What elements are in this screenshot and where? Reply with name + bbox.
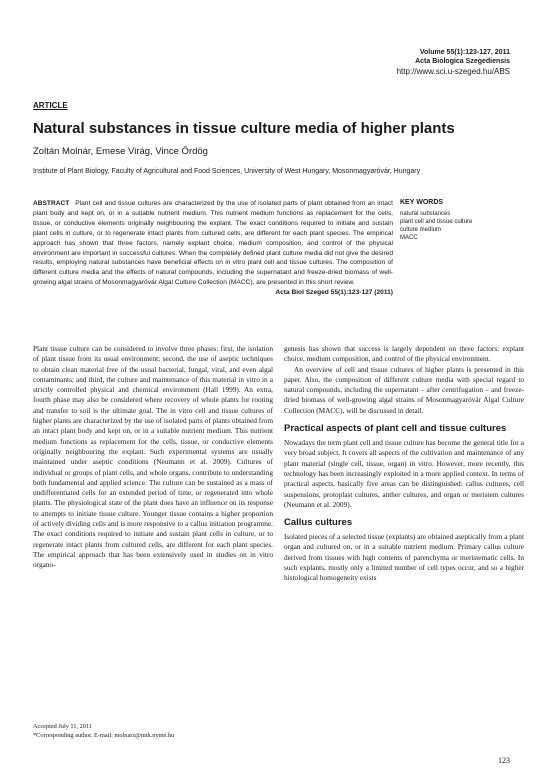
keywords <box>400 199 520 242</box>
body-paragraph: genesis has shown that success is largely dependent on three factors: explant choice, medium composition, and control of the physical environment. <box>284 344 524 364</box>
section-heading-callus-cultures: Callus cultures <box>284 517 353 529</box>
keyword-item: natural substances <box>400 211 451 217</box>
corresponding-author: *Corresponding author. E-mail: molnarz@mtk.nyme.hu <box>33 732 175 739</box>
section-heading-practical-aspects: Practical aspects of plant cell and tissue cultures <box>284 423 507 435</box>
keywords-title: KEY WORDS <box>400 199 444 206</box>
body-paragraph: An overview of cell and tissue cultures of higher plants is presented in this paper. Also, the composition of different culture media with special regard to natural compounds, including the supernatant – after centrifugation – and freeze-dried biomass of well-growing algal strains of Mosonmagyaróvár Algal Culture Collection (MACC), will be discussed in detail. <box>284 364 524 415</box>
affiliation: Institute of Plant Biology, Faculty of Agricultural and Food Sciences, University of West Hungary, Mosonmagyaróvár, Hungary <box>33 168 421 175</box>
footnotes <box>33 722 273 740</box>
abstract-text: Plant cell and tissue cultures are characterized by the use of isolated parts of plant obtained from an intact plant body and kept on, or in a suitable nutrient medium. This nutrient medium functions as replacement for the cells, tissue, or conductive elements originally neighbouring the explant. The exact conditions required to initiate and sustain plant cells in culture, or to regenerate intact plants from cultured cells, are different for each plant species. The empirical approach has shown that three factors, namely explant choice, medium composition, and control of the physical environment are important in successful cultures. When the completely defined plant culture media did not give the desired results, employing natural substances have beneficial effects on in vitro plant cell and tissue cultures. The composition of different culture media and the effects of natural compounds, including the supernatant and freeze-dried biomass of well-growing algal strains of Mosonmagyaróvár Algal Culture Collection (MACC), are presented in this short review. <box>33 200 393 287</box>
left-column <box>33 344 273 571</box>
body-paragraph: Isolated pieces of a selected tissue (explants) are obtained aseptically from a plant organ and cultured on, or in a suitable nutrient medium. Primary callus culture derived from tissues with high contents of parenchyma or meristematic cells. In such explants, mostly only a limited number of cell types occur, and so a higher histological homogeneity exists <box>284 532 524 583</box>
article-label: ARTICLE <box>33 101 68 110</box>
keyword-item: plant cell and tissue culture <box>400 219 473 225</box>
right-column <box>284 344 524 584</box>
volume-info: Volume 55(1):123-127, 2011 <box>419 49 510 56</box>
abstract-citation: Acta Biol Szeged 55(1):123-127 (2011) <box>275 289 393 297</box>
keyword-item: MACC <box>400 235 418 241</box>
journal-url[interactable]: http://www.sci.u-szeged.hu/ABS <box>396 67 510 76</box>
body-paragraph: Nowadays the term plant cell and tissue culture has become the general title for a very broad subject. It covers all aspects of the cultivation and maintenance of any plant material (single cell, tissue, organ) in vitro. However, more recently, this technology has been increasingly exploited in a more applied context. In terms of practical aspects, basically five areas can be distinguished: callus cultures, cell suspensions, protoplast cultures, anther cultures, and organ or meristem cultures (Neumann et al. 2009). <box>284 438 524 509</box>
accepted-date: Accepted July 11, 2011 <box>33 723 92 730</box>
journal-name: Acta Biologica Szegediensis <box>415 58 510 65</box>
authors: Zoltán Molnár, Emese Virág, Vince Ördög <box>33 146 208 157</box>
page-number: 123 <box>498 756 510 765</box>
abstract <box>33 199 393 298</box>
abstract-label: ABSTRACT <box>33 200 70 207</box>
paper-title: Natural substances in tissue culture media of higher plants <box>33 120 455 137</box>
journal-header <box>397 48 510 76</box>
body-paragraph: Plant tissue culture can be considered to involve three phases: first, the isolation of plant tissue from its usual environment; second, the use of aseptic techniques to obtain clean material free of the usual bacterial, fungal, viral, and even algal contaminants; and third, the culture and maintenance of this material in vitro in a strictly controlled physical and chemical environment (Hall 1999). An extra, fourth phase may also be considered where recovery of whole plants for rooting and transfer to soil is the ultimate goal. The in vitro cell and tissue cultures of higher plants are characterized by the use of isolated parts of plants obtained from an intact plant body and kept on, or in a suitable nutrient medium. This nutrient medium functions as replacement for the cells, tissue, or conductive elements originally neighbouring the explant. Such experimental systems are usually maintained under aseptic conditions (Neumann et al. 2009). Cultures of individual or groups of plant cells, and whole organs, contribute to understanding both fundamental and applied science. The culture can be sustained as a mass of undifferentiated cells for an extended period of time, or regenerated into whole plants. The physiological state of the plant does have an influence on its response to attempts to initiate tissue culture. Younger tissue contains a higher proportion of actively dividing cells and is more responsive to a callus initiation programme. The exact conditions required to initiate and sustain plant cells in culture, or to regenerate intact plants from cultured cells, are different for each plant species. The empirical approach that has been extensively used in studies on in vitro organo- <box>33 344 273 570</box>
keyword-item: culture medium <box>400 227 442 233</box>
